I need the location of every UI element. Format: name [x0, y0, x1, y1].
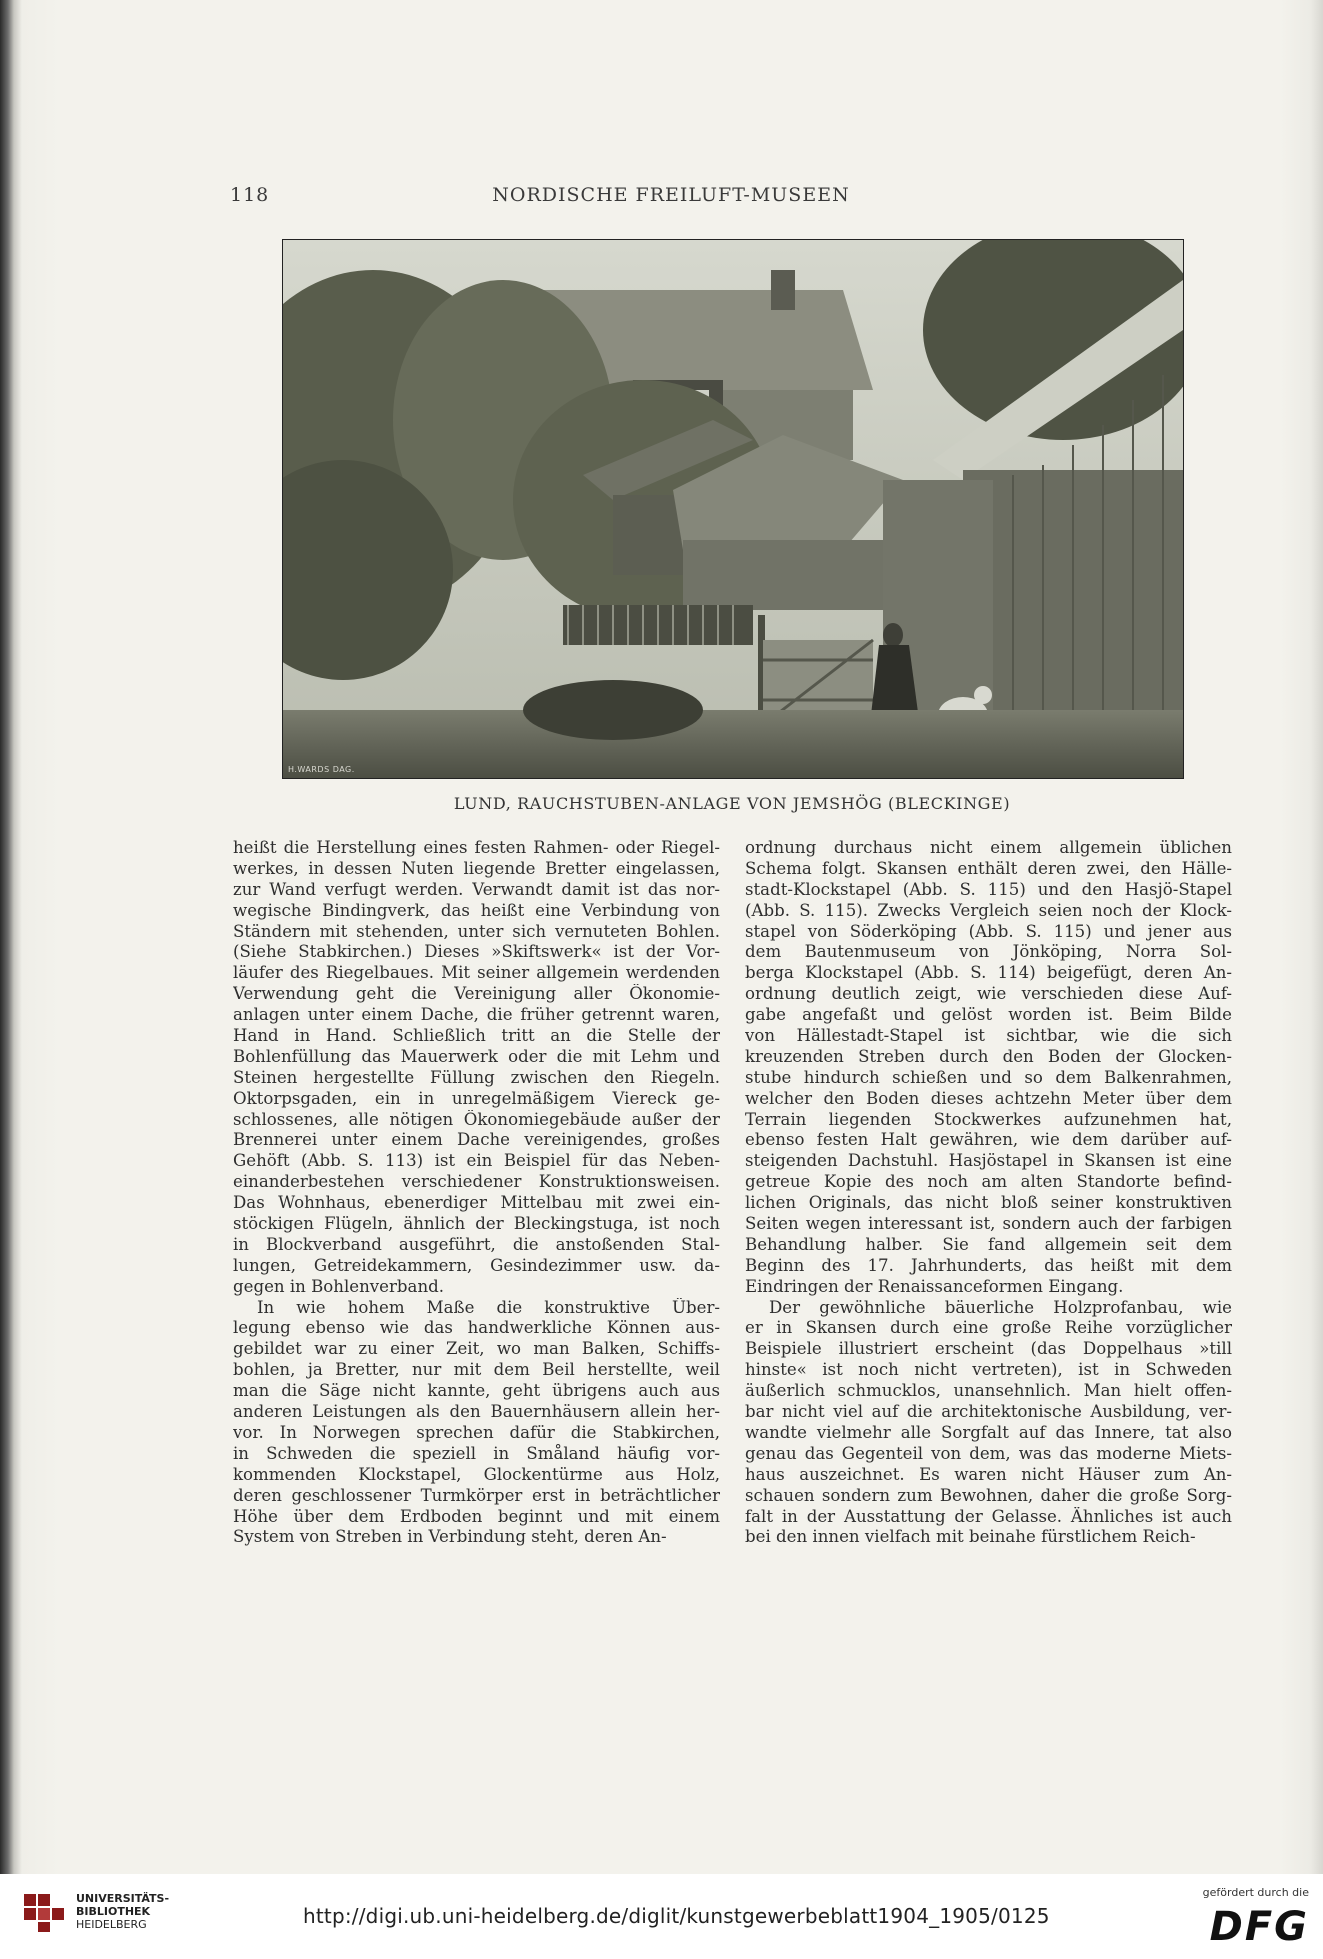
right-line: schauen sondern zum Bewohnen, daher die große Sorg- — [745, 1485, 1232, 1505]
halftone-photograph — [282, 239, 1184, 779]
right-line: stapel von Söderköping (Abb. S. 115) und jener aus — [745, 921, 1232, 941]
right-line: steigenden Dachstuhl. Hasjöstapel in Skansen ist eine — [745, 1151, 1232, 1171]
right-line: dem Bautenmuseum von Jönköping, Norra Sol- — [745, 942, 1232, 962]
right-line: er in Skansen durch eine große Reihe vorzüglicher — [745, 1318, 1232, 1338]
sponsor-note: gefördert durch die — [1202, 1886, 1309, 1899]
right-line: Der gewöhnliche bäuerliche Holzprofanbau, wie — [769, 1297, 1232, 1317]
left-line: Bohlenfüllung das Mauerwerk oder die mit Lehm und — [233, 1046, 720, 1066]
left-line: kommenden Klockstapel, Glockentürme aus Holz, — [233, 1464, 720, 1484]
right-line: Beginn des 17. Jahrhunderts, das heißt mit dem — [745, 1255, 1232, 1275]
left-line: man die Säge nicht kannte, geht übrigens auch aus — [233, 1381, 720, 1401]
left-line: wegische Bindingverk, das heißt eine Verbindung von — [233, 900, 720, 920]
left-line: In wie hohem Maße die konstruktive Über- — [257, 1297, 720, 1317]
library-line-1: UNIVERSITÄTS- — [76, 1892, 170, 1905]
left-line: zur Wand verfugt werden. Verwandt damit ist das nor- — [233, 879, 720, 899]
left-line: Oktorpsgaden, ein in unregelmäßigem Viereck ge- — [233, 1088, 720, 1108]
dfg-logo: DFG — [1209, 1904, 1309, 1950]
left-line: läufer des Riegelbaues. Mit seiner allgemein werdenden — [233, 963, 720, 983]
library-line-2: BIBLIOTHEK — [76, 1905, 151, 1918]
right-line: bei den innen vielfach mit beinahe fürstlichem Reich- — [745, 1527, 1196, 1547]
left-line: Ständern mit stehenden, unter sich vernuteten Bohlen. — [233, 921, 720, 941]
right-line: bar nicht viel auf die architektonische Ausbildung, ver- — [745, 1402, 1232, 1422]
farmstead-photo-illustration — [283, 240, 1183, 778]
right-line: genau das Gegenteil von dem, was das moderne Miets- — [745, 1443, 1232, 1463]
right-line: kreuzenden Streben durch den Boden der Glocken- — [745, 1046, 1232, 1066]
photo-credit: H.WARDS DAG. — [288, 765, 355, 774]
left-line: einanderbestehen verschiedener Konstruktionsweisen. — [233, 1172, 720, 1192]
right-line: stube hindurch schießen und so dem Balkenrahmen, — [745, 1067, 1232, 1087]
left-line: Höhe über dem Erdboden beginnt und mit einem — [233, 1506, 720, 1526]
right-line: berga Klockstapel (Abb. S. 114) beigefügt, deren An- — [745, 963, 1232, 983]
library-name — [76, 1892, 169, 1931]
left-line: Brennerei unter einem Dache vereinigendes, großes — [233, 1130, 720, 1150]
right-line: welcher den Boden dieses achtzehn Meter über dem — [745, 1088, 1232, 1108]
right-line: Behandlung halber. Sie fand allgemein seit dem — [745, 1234, 1232, 1254]
right-line: wandte vielmehr alle Sorgfalt auf das Innere, tat also — [745, 1422, 1232, 1442]
right-line: haus auszeichnet. Es waren nicht Häuser zum An- — [745, 1464, 1232, 1484]
page-number: 118 — [230, 184, 270, 206]
left-line: (Siehe Stabkirchen.) Dieses »Skiftswerk« ist der Vor- — [233, 942, 720, 962]
figure-caption: LUND, RAUCHSTUBEN-ANLAGE VON JEMSHÖG (BLECKINGE) — [453, 794, 1011, 813]
university-library-logo-icon — [22, 1892, 68, 1934]
right-line: von Hällestadt-Stapel ist sichtbar, wie die sich — [745, 1026, 1232, 1046]
left-line: stöckigen Flügeln, ähnlich der Bleckingstuga, ist noch — [233, 1214, 720, 1234]
right-line: Eindringen der Renaissanceformen Eingang. — [745, 1276, 1124, 1296]
right-line: (Abb. S. 115). Zwecks Vergleich seien noch der Klock- — [745, 900, 1232, 920]
left-line: Verwendung geht die Vereinigung aller Ökonomie- — [233, 984, 720, 1004]
left-line: werkes, in dessen Nuten liegende Bretter eingelassen, — [233, 858, 720, 878]
left-line: deren geschlossener Turmkörper erst in beträchtlicher — [233, 1485, 720, 1505]
right-line: lichen Originals, das nicht bloß seiner konstruktiven — [745, 1193, 1232, 1213]
right-line: gabe angefaßt und gelöst worden ist. Beim Bilde — [745, 1005, 1232, 1025]
running-title: NORDISCHE FREILUFT-MUSEEN — [492, 184, 850, 206]
left-line: in Blockverband ausgeführt, die anstoßenden Stal- — [233, 1234, 720, 1254]
left-line: legung ebenso wie das handwerkliche Können aus- — [233, 1318, 720, 1338]
right-line: ordnung deutlich zeigt, wie verschieden diese Auf- — [745, 984, 1232, 1004]
left-line: vor. In Norwegen sprechen dafür die Stabkirchen, — [233, 1422, 720, 1442]
left-line: System von Streben in Verbindung steht, deren An- — [233, 1527, 667, 1547]
left-line: gegen in Bohlenverband. — [233, 1276, 445, 1296]
left-line: gebildet war zu einer Zeit, wo man Balken, Schiffs- — [233, 1339, 720, 1359]
left-line: anlagen unter einem Dache, die früher getrennt waren, — [233, 1005, 720, 1025]
right-line: äußerlich schmucklos, unansehnlich. Man hielt offen- — [745, 1381, 1232, 1401]
left-line: Steinen hergestellte Füllung zwischen den Riegeln. — [233, 1067, 720, 1087]
left-line: Hand in Hand. Schließlich tritt an die Stelle der — [233, 1026, 720, 1046]
left-line: bohlen, ja Bretter, nur mit dem Beil herstellte, weil — [233, 1360, 720, 1380]
digitization-footer — [0, 1874, 1323, 1959]
right-line: Terrain liegenden Stockwerkes aufzunehmen hat, — [745, 1109, 1232, 1129]
right-line: Beispiele illustriert erscheint (das Doppelhaus »till — [745, 1339, 1232, 1359]
right-line: hinste« ist noch nicht vertreten), ist in Schweden — [745, 1360, 1232, 1380]
right-line: falt in der Ausstattung der Gelasse. Ähnliches ist auch — [745, 1506, 1232, 1526]
permalink-url[interactable]: http://digi.ub.uni-heidelberg.de/diglit/kunstgewerbeblatt1904_1905/0125 — [303, 1904, 1050, 1928]
right-line: getreue Kopie des noch am alten Standorte befind- — [745, 1172, 1232, 1192]
right-text-column — [745, 838, 1232, 1548]
left-text-column — [233, 838, 720, 1548]
left-line: heißt die Herstellung eines festen Rahmen- oder Riegel- — [233, 838, 720, 857]
right-line: ordnung durchaus nicht einem allgemein üblichen — [745, 838, 1232, 857]
left-line: schlossenes, alle nötigen Ökonomiegebäude außer der — [233, 1109, 720, 1129]
left-line: anderen Leistungen als den Bauernhäusern allein her- — [233, 1402, 720, 1422]
left-line: Gehöft (Abb. S. 113) ist ein Beispiel für das Neben- — [233, 1151, 720, 1171]
right-line: Seiten wegen interessant ist, sondern auch der farbigen — [745, 1214, 1232, 1234]
right-line: stadt-Klockstapel (Abb. S. 115) und den Hasjö-Stapel — [745, 879, 1232, 899]
running-header — [230, 184, 1112, 210]
left-line: lungen, Getreidekammern, Gesindezimmer usw. da- — [233, 1255, 720, 1275]
left-line: in Schweden die speziell in Småland häufig vor- — [233, 1443, 720, 1463]
right-line: ebenso festen Halt gewähren, wie dem darüber auf- — [745, 1130, 1232, 1150]
left-line: Das Wohnhaus, ebenerdiger Mittelbau mit zwei ein- — [233, 1193, 720, 1213]
right-line: Schema folgt. Skansen enthält deren zwei, den Hälle- — [745, 858, 1232, 878]
library-line-3: HEIDELBERG — [76, 1918, 147, 1931]
